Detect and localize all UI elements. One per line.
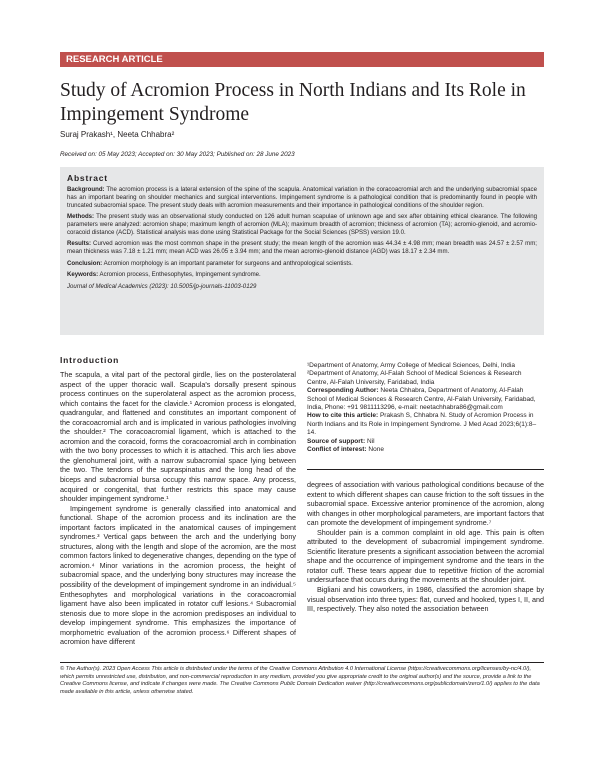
affiliations-divider <box>307 469 544 470</box>
affiliations-box <box>307 362 544 454</box>
corresponding-author-label: Corresponding Author: <box>307 387 379 395</box>
abstract-methods-label: Methods: <box>67 213 95 221</box>
corresponding-author <box>307 387 544 412</box>
corresponding-author-text: Neeta Chhabra, Department of Anatomy, Al-Falah School of Medical Sciences & Research Centre, Al-Falah University, Faridabad, India, Phone: +91 9811113296, e-mail: neetachhabra86@gmail.com <box>307 387 536 412</box>
abstract-results <box>67 240 537 256</box>
conflict-of-interest-text: None <box>366 446 384 454</box>
intro-paragraph-2: Impingement syndrome is generally classified into anatomical and functional. Shape of the acromion process and its inclination are the important factors implicated in the anatomical causes of impingement syndromes.³ Vertical gaps between the arch and the underlying bony structures, along with the length and slope of the acromion, are the most common factors linked to degenerative changes, depending on the type of acromion.⁴ Minor variations in the acromion process, the height of subacromial space, and the underlying bony structures may increase the possibility of the development of impingement syndrome in an individual.⁵ Enthesophytes and morphological variations in the coracoacromial ligament have also been implicated in rotator cuff lesions.⁴ Subacromial stenosis due to more slope in the acromion predisposes an individual to develop impingement syndrome. This emphasizes the importance of morphometric evaluation of the acromion process.⁶ Different shapes of acromion have different <box>60 503 296 647</box>
abstract-conclusion <box>67 260 537 268</box>
right-paragraph-2: Shoulder pain is a common complaint in old age. This pain is often attributed to the development of subacromial impingement syndrome. Scientific literature presents a significant association between the acromial shape and the occurrence of impingement syndrome and the tears in the rotator cuff. These tears appear due to repetitive friction of the acromial undersurface that occurs during the movements at the shoulder joint. <box>307 527 544 585</box>
abstract-background-text: The acromion process is a lateral extension of the spine of the scapula. Anatomical variation in the coracoacromial arch and the underlying subacromial space has an important bearing on shoulder mechanics and surgical interventions. Impingement syndrome is a pathological condition that is predominantly found in people with truncated subacromial space. The present study deals with acromion measurements and their importance in pathological conditions of the shoulder region. <box>67 186 537 209</box>
authors: Suraj Prakash¹, Neeta Chhabra² <box>60 130 175 139</box>
abstract-results-text: Curved acromion was the most common shape in the present study; the mean length of the acromion was 44.34 ± 4.98 mm; mean breadth was 24.57 ± 2.57 mm; mean thickness was 7.18 ± 1.21 mm; mean ACD was 26.05 ± 3.94 mm; and the mean acromio-glenoid distance (AGD) was 18.17 ± 2.34 mm. <box>67 240 537 256</box>
abstract-conclusion-text: Acromion morphology is an important parameter for surgeons and anthropological scientists. <box>102 259 353 267</box>
abstract-keywords-text: Acromion process, Enthesophytes, Impingement syndrome. <box>98 271 261 279</box>
footer-divider <box>60 662 544 663</box>
right-paragraph-3: Bigliani and his coworkers, in 1986, classified the acromion shape by visual observation into three types: flat, curved and hooked, types I, II, and III, respectively. They also noted the association between <box>307 585 544 614</box>
how-to-cite-label: How to cite this article: <box>307 412 379 420</box>
abstract-keywords <box>67 271 537 279</box>
abstract-background <box>67 186 537 210</box>
right-paragraph-1: degrees of association with various pathological conditions because of the extent to which different shapes can cause friction to the soft tissues in the subacromial space. Excessive anterior prominence of the acromion, along with changes in other morphological parameters, are important factors that can promote the development of impingement syndrome.⁷ <box>307 480 544 528</box>
abstract-methods <box>67 213 537 237</box>
abstract-background-label: Background: <box>67 186 105 193</box>
abstract-heading: Abstract <box>67 173 108 183</box>
abstract-keywords-label: Keywords: <box>67 271 99 279</box>
abstract-box <box>60 167 544 335</box>
how-to-cite-text: Prakash S, Chhabra N. Study of Acromion Process in North Indians and Its Role in Impingement Syndrome. J Med Acad 2023;6(1):8–14. <box>307 412 537 437</box>
abstract-conclusion-label: Conclusion: <box>67 259 103 267</box>
article-type-banner: RESEARCH ARTICLE <box>60 52 544 67</box>
conflict-of-interest-label: Conflict of interest: <box>307 446 367 454</box>
source-of-support <box>307 438 544 446</box>
left-column <box>60 370 296 647</box>
right-column <box>307 480 544 614</box>
abstract-results-label: Results: <box>67 240 92 248</box>
affiliation-1: ¹Department of Anatomy, Army College of Medical Sciences, Delhi, India <box>307 362 515 369</box>
journal-citation: Journal of Medical Academics (2023): 10.5005/jp-journals-11003-0129 <box>67 282 257 290</box>
introduction-heading: Introduction <box>60 355 120 365</box>
abstract-methods-text: The present study was an observational study conducted on 126 adult human scapulae of unknown age and sex after obtaining ethical clearance. The following parameters were analyzed: acromion shape; maximum length of acromion (MLA); maximum breadth of acromion; thickness of acromion (TA); acromio-glenoid, and acromio-coracoid distance (ACD). Statistical analysis was done using Statistical Package for the Social Sciences (SPSS) version 19.0. <box>67 213 537 237</box>
source-of-support-label: Source of support: <box>307 437 366 445</box>
article-title: Study of Acromion Process in North Indians and Its Role in Impingement Syndrome <box>60 80 526 125</box>
how-to-cite <box>307 412 544 437</box>
conflict-of-interest <box>307 446 544 454</box>
publication-dates: Received on: 05 May 2023; Accepted on: 30 May 2023; Published on: 28 June 2023 <box>60 151 295 158</box>
intro-paragraph-1: The scapula, a vital part of the pectoral girdle, lies on the posterolateral aspect of the upper thoracic wall. Scapula's dorsally present spinous process continues on the superolateral aspect as the acromion process, which contains the facet for the clavicle.¹ Acromion process is elongated, quadrangular, and flattened and constitutes an important component of the coracoacromial arch and is implicated in various pathologies involving the shoulder.² The coracoacromial ligament, which is attached to the acromion and the coracoid, forms the coracoacromial arch in combination with the two bony processes to which it is attached. This arch lies above the glenohumeral joint, with a narrow subacromial space lying between the two. The tendons of the supraspinatus and the long head of the biceps and subacromial bursa occupy this narrow space. Any process, acquired or congenital, that further restricts this space may cause shoulder impingement syndrome.¹ <box>60 370 296 504</box>
source-of-support-text: Nil <box>365 437 375 445</box>
license-footer: © The Author(s). 2023 Open Access This article is distributed under the terms of the Creative Commons Attribution 4.0 International License (https://creativecommons.org/licenses/by-nc/4.0/), which permits unrestricted use, distribution, and non-commercial reproduction in any medium, provided you give appropriate credit to the original author(s) and the source, provide a link to the Creative Commons license, and indicate if changes were made. The Creative Commons Public Domain Dedication waiver (http://creativecommons.org/publicdomain/zero/1.0/) applies to the data made available in this article, unless otherwise stated. <box>60 666 540 695</box>
affiliation-2: ²Department of Anatomy, Al-Falah School of Medical Sciences & Research Centre, Al-Falah University, Faridabad, India <box>307 370 522 386</box>
